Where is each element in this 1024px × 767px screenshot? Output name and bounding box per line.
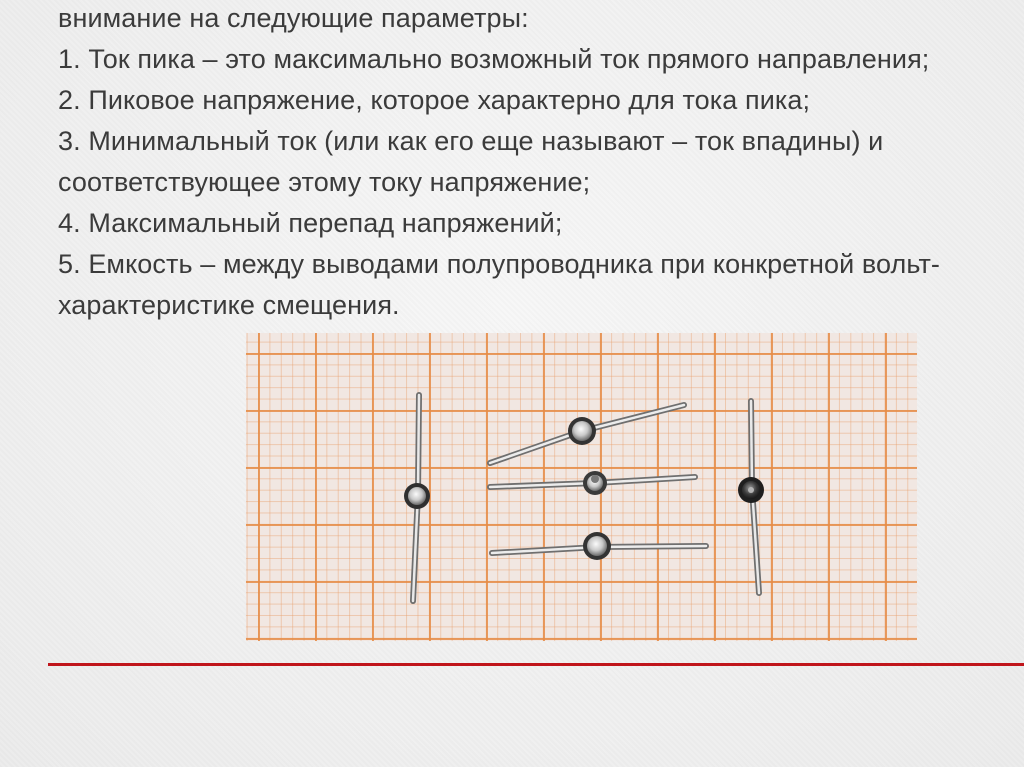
- text-line-5: 5. Емкость – между выводами полупроводника при конкретной вольт-: [58, 249, 941, 279]
- text-line-5-continued: характеристике смещения.: [58, 290, 400, 320]
- diode-horizontal-middle: [490, 471, 695, 495]
- diodes-illustration: [246, 333, 917, 641]
- red-divider-line: [48, 663, 1024, 666]
- text-line-2: 2. Пиковое напряжение, которое характерно для тока пика;: [58, 85, 811, 115]
- diode-vertical-left: [404, 395, 430, 601]
- text-line-intro: внимание на следующие параметры:: [58, 3, 529, 33]
- text-line-3-continued: соответствующее этому току напряжение;: [58, 167, 591, 197]
- diode-diagonal-top: [490, 405, 684, 463]
- diode-horizontal-bottom: [492, 532, 706, 560]
- text-line-4: 4. Максимальный перепад напряжений;: [58, 208, 563, 238]
- text-line-3: 3. Минимальный ток (или как его еще называют – ток впадины) и: [58, 126, 884, 156]
- tunnel-diodes-photo: [246, 333, 917, 641]
- slide-body-text: [58, 0, 1024, 326]
- text-line-1: 1. Ток пика – это максимально возможный ток прямого направления;: [58, 44, 930, 74]
- diode-vertical-right: [738, 401, 764, 593]
